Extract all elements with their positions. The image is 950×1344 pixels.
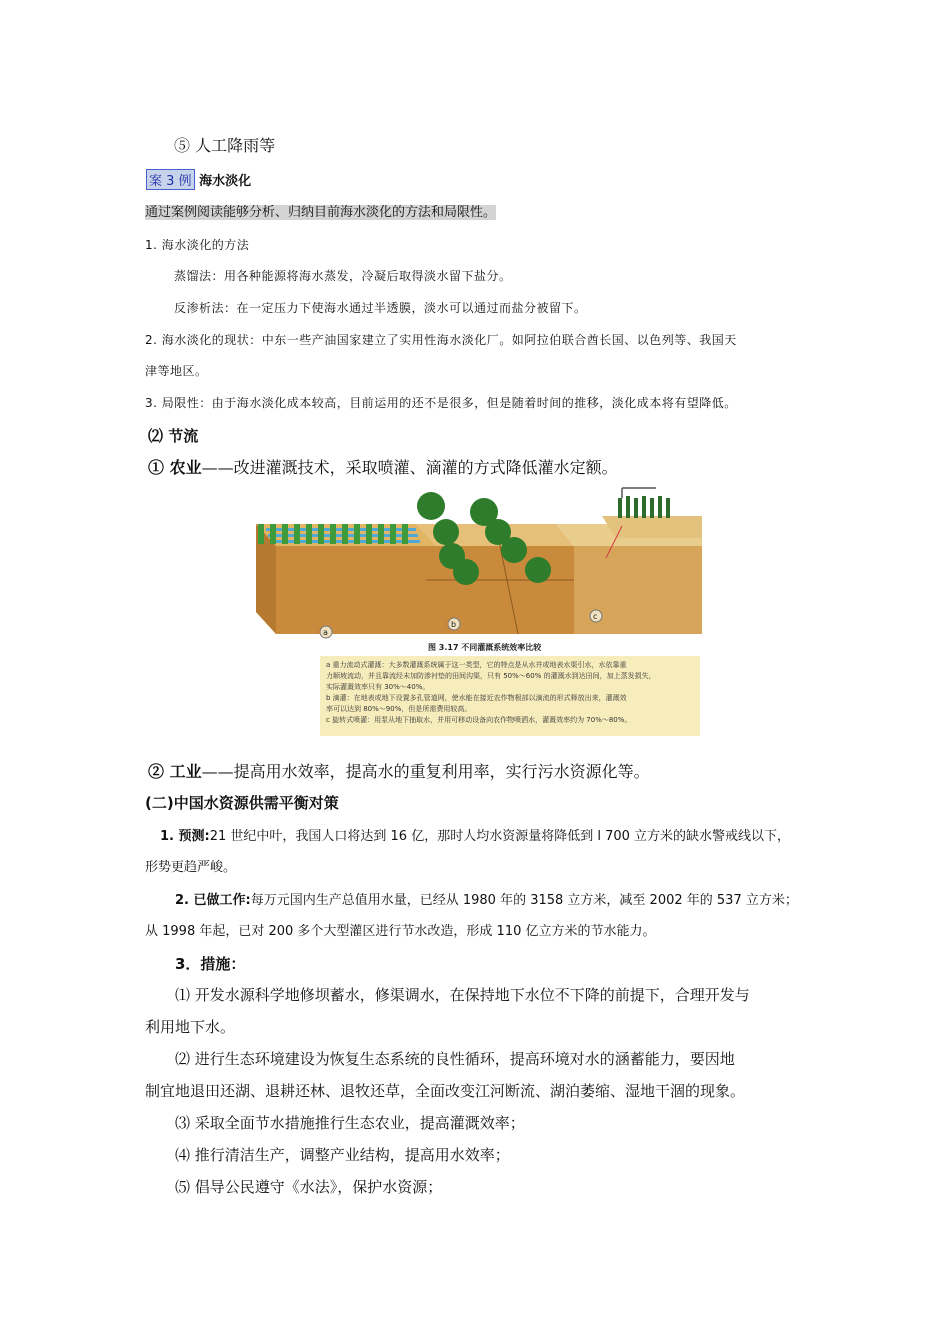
measure-5: ⑸ 倡导公民遵守《水法》，保护水资源； xyxy=(175,1178,443,1196)
caption-line: c 旋转式喷灌：用泵从地下抽取水，并用可移动设备向农作物喷洒水，灌溉效率约为 70%～80%。 xyxy=(326,716,632,724)
irrigation-illustration xyxy=(256,484,702,644)
measure-1b: 利用地下水。 xyxy=(145,1018,236,1036)
item-artificial-rain: ⑤ 人工降雨等 xyxy=(174,136,276,155)
method-heading: 1. 海水淡化的方法 xyxy=(145,238,250,252)
measure-2a: ⑵ 进行生态环境建设为恢复生态系统的良性循环，提高环境对水的涵蓄能力，要因地 xyxy=(175,1050,735,1068)
case-objective xyxy=(145,201,496,220)
measure-4: ⑷ 推行清洁生产，调整产业结构，提高用水效率； xyxy=(175,1146,510,1164)
agriculture-label: ① 农业 xyxy=(148,458,202,477)
case-tag: 案 3 例 xyxy=(146,169,195,190)
figure-label-c: c xyxy=(593,612,598,621)
method-distillation: 蒸馏法：用各种能源将海水蒸发，冷凝后取得淡水留下盐分。 xyxy=(174,269,512,283)
measure-3: ⑶ 采取全面节水措施推行生态农业，提高灌溉效率； xyxy=(175,1114,525,1132)
section-jieliu: ⑵ 节流 xyxy=(148,427,199,445)
irrigation-figure xyxy=(256,484,702,738)
forecast-label: 1. 预测: xyxy=(160,829,210,844)
method-reverse-osmosis: 反渗析法：在一定压力下使海水通过半透膜，淡水可以通过而盐分被留下。 xyxy=(174,301,587,315)
caption-line: b 滴灌：在地表或地下设置多孔管道网，使水能在接近农作物根部以滴流的形式释放出来，灌溉效 xyxy=(326,694,627,702)
status-line-2: 津等地区。 xyxy=(145,364,208,378)
forecast-line-1 xyxy=(160,825,790,844)
figure-title: 图 3.17 不同灌溉系统效率比较 xyxy=(428,643,542,652)
agriculture-line xyxy=(148,455,618,478)
figure-label-b: b xyxy=(451,620,457,629)
objective-text: 通过案例阅读能够分析、归纳目前海水淡化的方法和局限性。 xyxy=(145,205,497,220)
work-line-2: 从 1998 年起，已对 200 多个大型灌区进行节水改造，形成 110 亿立方米的节水能力。 xyxy=(145,924,656,939)
case-heading xyxy=(146,169,251,190)
work-text: 每万元国内生产总值用水量，已经从 1980 年的 3158 立方米，减至 2002 年的 537 立方米； xyxy=(250,893,798,908)
agriculture-text: ——改进灌溉技术，采取喷灌、滴灌的方式降低灌水定额。 xyxy=(201,458,618,477)
case-title: 海水淡化 xyxy=(199,174,252,189)
caption-line: 力顺坡流动，并且靠流经未加防渗衬垫的田间沟渠，只有 50%～60% 的灌溉水到达田间，加上蒸发损失， xyxy=(326,672,656,680)
measure-1a: ⑴ 开发水源科学地修坝蓄水，修渠调水，在保持地下水位不下降的前提下，合理开发与 xyxy=(175,986,750,1004)
figure-label-a: a xyxy=(323,628,328,637)
caption-line: 率可以达到 80%～90%，但是所需费用较高。 xyxy=(326,705,472,713)
work-line-1 xyxy=(175,889,798,908)
caption-line: 实际灌溉效率只有 30%～40%。 xyxy=(326,683,430,691)
industry-label: ② 工业 xyxy=(148,762,202,781)
limitation-line: 3. 局限性：由于海水淡化成本较高，目前运用的还不是很多，但是随着时间的推移，淡化成本将有望降低。 xyxy=(145,396,737,410)
section-china-balance: (二)中国水资源供需平衡对策 xyxy=(145,794,339,812)
measures-heading: 3．措施： xyxy=(175,955,246,973)
forecast-line-2: 形势更趋严峻。 xyxy=(145,860,237,875)
industry-text: ——提高用水效率，提高水的重复利用率，实行污水资源化等。 xyxy=(201,762,650,781)
figure-caption xyxy=(320,656,700,736)
measure-2b: 制宜地退田还湖、退耕还林、退牧还草，全面改变江河断流、湖泊萎缩、湿地干涸的现象。 xyxy=(145,1082,746,1100)
status-line-1: 2. 海水淡化的现状：中东一些产油国家建立了实用性海水淡化厂。如阿拉伯联合酋长国、以色列等、我国天 xyxy=(145,333,737,347)
caption-line: a 重力流动式灌溉：大多数灌溉系统属于这一类型，它的特点是从水井或地表水渠引水，水依靠重 xyxy=(326,661,627,669)
industry-line xyxy=(148,759,650,782)
work-label: 2. 已做工作: xyxy=(175,893,251,908)
forecast-text: 21 世纪中叶，我国人口将达到 16 亿，那时人均水资源量将降低到 l 700 立方米的缺水警戒线以下， xyxy=(209,829,791,844)
